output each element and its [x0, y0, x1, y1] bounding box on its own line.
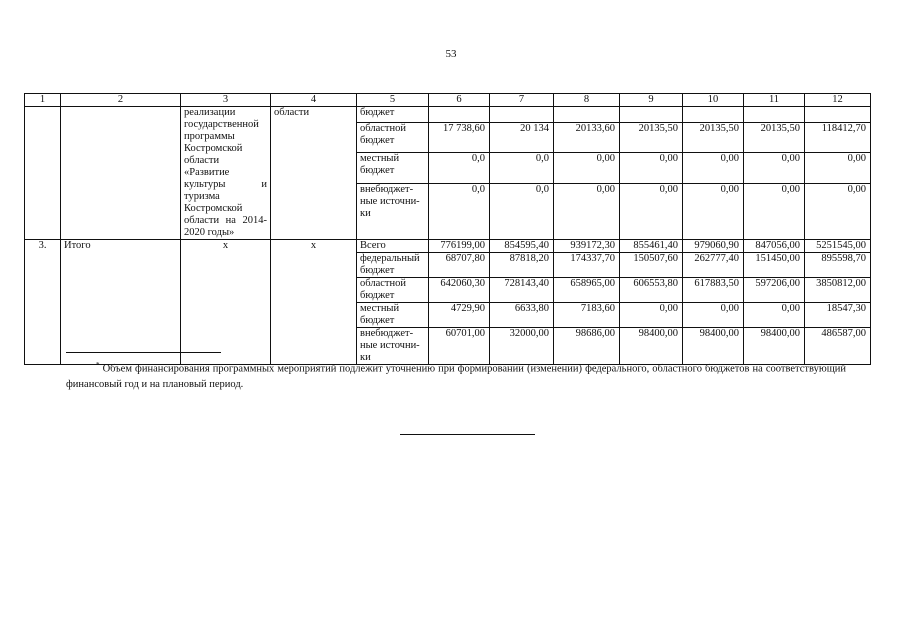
program-group	[25, 107, 871, 240]
funding-source	[357, 183, 429, 239]
footnote-text: Объем финансирования программных мероприятий подлежит уточнению при формировании (изменении) федерального, областного бюджетов на соответствующий финансовый год и на плановый период.	[66, 363, 847, 390]
amount-cell: 118412,70	[805, 122, 871, 153]
amount-cell	[805, 107, 871, 123]
funding-source: бюджет	[357, 107, 429, 123]
amount-cell: 98400,00	[744, 328, 805, 365]
column-number: 1	[25, 94, 61, 107]
amount-cell: 0,0	[429, 183, 490, 239]
footnote-divider	[66, 352, 221, 353]
column-number: 7	[490, 94, 554, 107]
column-number: 5	[357, 94, 429, 107]
total-group	[25, 240, 871, 365]
amount-cell	[554, 107, 620, 123]
amount-cell: 855461,40	[620, 240, 683, 253]
amount-cell: 939172,30	[554, 240, 620, 253]
amount-cell: 32000,00	[490, 328, 554, 365]
amount-cell: 0,00	[683, 303, 744, 328]
funding-source: местный бюджет	[357, 303, 429, 328]
col3-marker: х	[181, 240, 271, 365]
amount-cell: 0,0	[429, 153, 490, 184]
amount-cell: 854595,40	[490, 240, 554, 253]
footnote	[66, 358, 846, 392]
table-row	[25, 107, 871, 123]
page-number: 53	[445, 48, 457, 60]
total-label: Итого	[61, 240, 181, 365]
amount-cell: 597206,00	[744, 278, 805, 303]
column-number-row	[25, 94, 871, 107]
amount-cell: 776199,00	[429, 240, 490, 253]
amount-cell: 87818,20	[490, 253, 554, 278]
amount-cell: 0,00	[805, 153, 871, 184]
column-number: 2	[61, 94, 181, 107]
funding-source-line: ки	[360, 207, 371, 219]
amount-cell: 0,00	[554, 183, 620, 239]
amount-cell: 617883,50	[683, 278, 744, 303]
column-number: 12	[805, 94, 871, 107]
funding-source: областной бюджет	[357, 278, 429, 303]
amount-cell: 20135,50	[744, 122, 805, 153]
column-number: 9	[620, 94, 683, 107]
funding-source: федеральный бюджет	[357, 253, 429, 278]
amount-cell: 18547,30	[805, 303, 871, 328]
row-number	[25, 107, 61, 240]
funding-source: местный бюджет	[357, 153, 429, 184]
amount-cell: 60701,00	[429, 328, 490, 365]
amount-cell: 68707,80	[429, 253, 490, 278]
amount-cell: 486587,00	[805, 328, 871, 365]
column-number: 6	[429, 94, 490, 107]
funding-source-line: внебюджет-	[360, 328, 414, 339]
amount-cell: 20133,60	[554, 122, 620, 153]
amount-cell	[620, 107, 683, 123]
budget-table	[24, 93, 871, 365]
amount-cell: 262777,40	[683, 253, 744, 278]
amount-cell: 20135,50	[683, 122, 744, 153]
amount-cell: 606553,80	[620, 278, 683, 303]
amount-cell: 151450,00	[744, 253, 805, 278]
amount-cell: 658965,00	[554, 278, 620, 303]
amount-cell: 0,00	[554, 153, 620, 184]
column-number: 4	[271, 94, 357, 107]
amount-cell: 979060,90	[683, 240, 744, 253]
amount-cell	[490, 107, 554, 123]
funding-source-line: ные источни-	[360, 340, 420, 351]
amount-cell: 20 134	[490, 122, 554, 153]
amount-cell: 20135,50	[620, 122, 683, 153]
funding-source-line: ные источни-	[360, 195, 420, 207]
amount-cell: 98400,00	[683, 328, 744, 365]
amount-cell: 4729,90	[429, 303, 490, 328]
amount-cell: 642060,30	[429, 278, 490, 303]
amount-cell: 150507,60	[620, 253, 683, 278]
program-name	[61, 107, 181, 240]
amount-cell	[744, 107, 805, 123]
amount-cell: 847056,00	[744, 240, 805, 253]
amount-cell: 0,00	[683, 153, 744, 184]
table-row	[25, 240, 871, 253]
program-description: реализации государственной программы Костромской области «Развитие культуры и туризма Костромской области на 2014-2020 годы»	[181, 107, 271, 240]
funding-source-line: ки	[360, 352, 371, 363]
col4-marker: х	[271, 240, 357, 365]
amount-cell	[429, 107, 490, 123]
executor: области	[271, 107, 357, 240]
column-number: 10	[683, 94, 744, 107]
funding-source-line: внебюджет-	[360, 183, 414, 195]
amount-cell	[683, 107, 744, 123]
funding-source: областной бюджет	[357, 122, 429, 153]
amount-cell: 3850812,00	[805, 278, 871, 303]
column-number: 8	[554, 94, 620, 107]
column-number: 3	[181, 94, 271, 107]
amount-cell: 895598,70	[805, 253, 871, 278]
amount-cell: 728143,40	[490, 278, 554, 303]
amount-cell: 0,00	[805, 183, 871, 239]
amount-cell: 0,0	[490, 153, 554, 184]
amount-cell: 0,00	[620, 183, 683, 239]
amount-cell: 0,00	[744, 153, 805, 184]
funding-source: Всего	[357, 240, 429, 253]
amount-cell: 98686,00	[554, 328, 620, 365]
amount-cell: 0,00	[620, 153, 683, 184]
amount-cell: 7183,60	[554, 303, 620, 328]
amount-cell: 0,00	[744, 183, 805, 239]
amount-cell: 6633,80	[490, 303, 554, 328]
amount-cell: 174337,70	[554, 253, 620, 278]
end-divider	[400, 434, 535, 435]
row-number: 3.	[25, 240, 61, 365]
amount-cell: 0,00	[620, 303, 683, 328]
amount-cell: 0,00	[683, 183, 744, 239]
amount-cell: 17 738,60	[429, 122, 490, 153]
amount-cell: 5251545,00	[805, 240, 871, 253]
column-number: 11	[744, 94, 805, 107]
amount-cell: 98400,00	[620, 328, 683, 365]
footnote-marker: *	[96, 361, 100, 369]
amount-cell: 0,00	[744, 303, 805, 328]
amount-cell: 0,0	[490, 183, 554, 239]
